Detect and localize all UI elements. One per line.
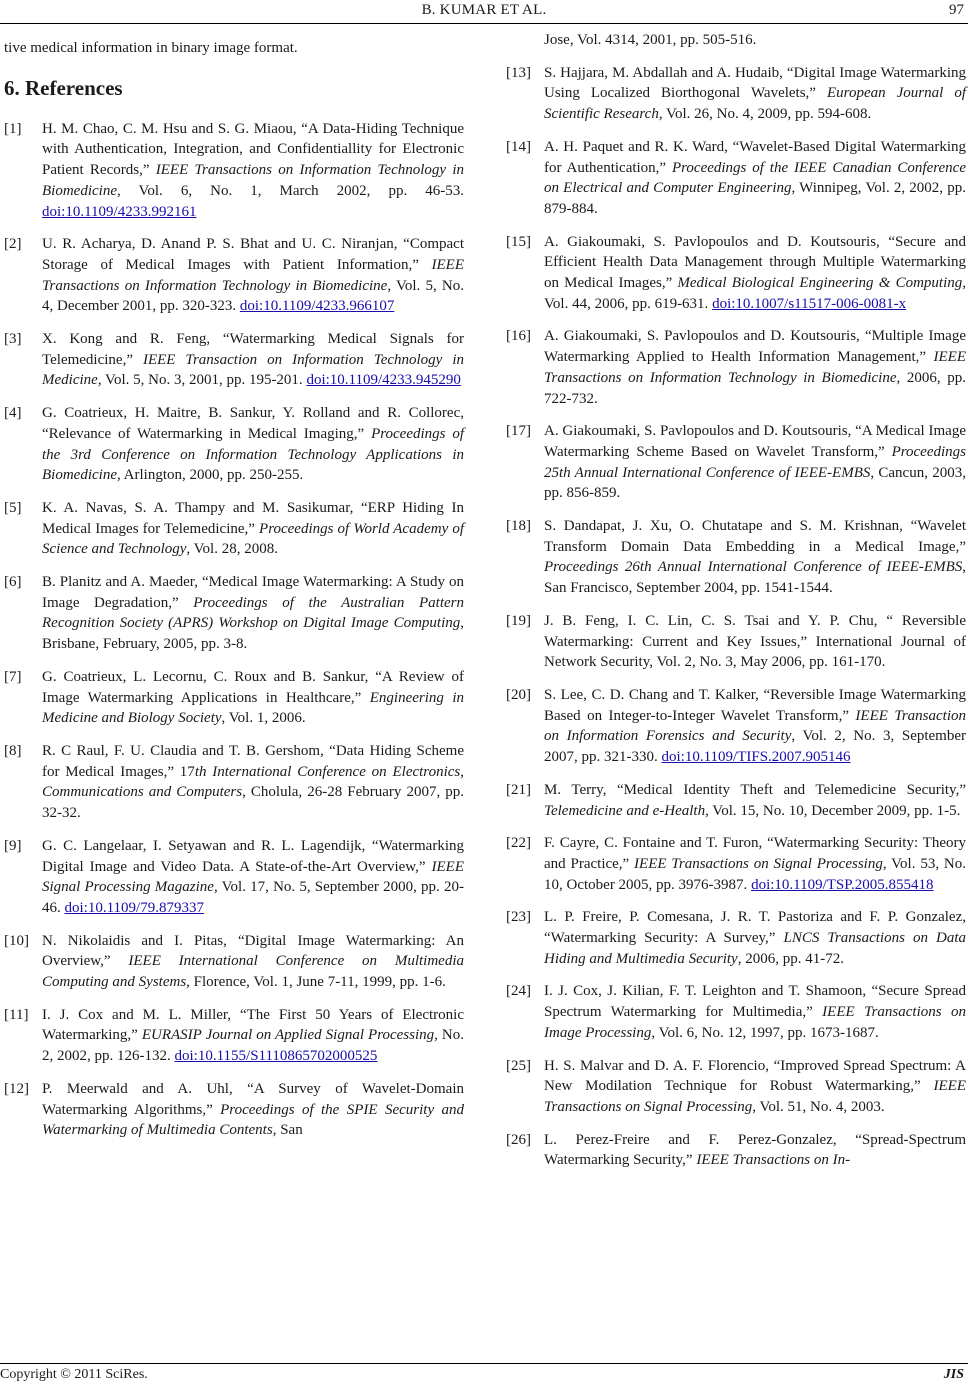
reference-text: [42, 234, 464, 317]
reference-number: [12]: [4, 1080, 29, 1097]
reference-authors-title: H. M. Chao, C. M. Hsu and S. G. Miaou, “A Data-Hiding Technique with Authentication, Integration, and Confidentiallity for Electronic Patient Records,”: [42, 120, 464, 179]
reference-item: [506, 63, 966, 125]
reference-authors-title: L. P. Freire, P. Comesana, J. R. T. Pastoriza and F. P. Gonzalez, “Watermarking Security: A Survey,”: [544, 909, 966, 947]
reference-authors-title: S. Lee, C. D. Chang and T. Kalker, “Reversible Image Watermarking Based on Integer-to-Integer Wavelet Transform,”: [544, 686, 966, 724]
reference-text: [42, 572, 464, 655]
doi-link[interactable]: doi:10.1109/TIFS.2007.905146: [661, 749, 851, 766]
reference-venue: Proceedings 25th Annual International Conference of IEEE-EMBS: [544, 443, 966, 481]
reference-details: , 2006, pp. 722-732.: [544, 369, 966, 407]
footer-rule: [0, 1363, 968, 1364]
reference-venue: Engineering in Medicine and Biology Society: [42, 689, 465, 727]
reference-venue: Proceedings of World Academy of Science and Technology: [42, 520, 464, 558]
reference-text: [544, 516, 966, 599]
reference-item: [506, 1130, 966, 1171]
reference-authors-title: X. Kong and R. Feng, “Watermarking Medical Signals for Telemedicine,”: [42, 331, 464, 368]
reference-authors-title: H. S. Malvar and D. A. F. Florencio, “Improved Spread Spectrum: A New Modilation Technique for Robust Watermarking,”: [544, 1057, 966, 1095]
reference-authors-title: L. Perez-Freire and F. Perez-Gonzalez, “Spread-Spectrum Watermarking Security,”: [544, 1131, 966, 1169]
reference-details: , Vol. 53, No. 10, October 2005, pp. 3976-3987.: [544, 855, 966, 893]
reference-item: [506, 326, 966, 409]
reference-venue: IEEE Signal Processing Magazine: [42, 858, 464, 896]
reference-item: [4, 119, 464, 223]
reference-details: , Florence, Vol. 1, June 7-11, 1999, pp. 1-6.: [186, 974, 446, 991]
page-header: [0, 0, 968, 24]
reference-item: [506, 833, 966, 895]
reference-authors-title: P. Meerwald and A. Uhl, “A Survey of Wavelet-Domain Watermarking Algorithms,”: [42, 1080, 464, 1118]
reference-item: [4, 498, 464, 560]
reference-text: [544, 981, 966, 1043]
reference-details: , No. 2, 2002, pp. 126-132.: [42, 1027, 464, 1065]
reference-venue: LNCS Transactions on Data Hiding and Multimedia Security: [544, 930, 967, 967]
reference-venue: IEEE International Conference on Multimedia Computing and Systems: [42, 953, 464, 991]
reference-details: , Vol. 51, No. 4, 2003.: [752, 1098, 885, 1115]
reference-number: [11]: [4, 1006, 29, 1023]
reference-details: , San: [272, 1122, 303, 1139]
reference-text: [544, 326, 966, 409]
reference-details: , Vol. 28, 2008.: [186, 541, 278, 558]
reference-text: [544, 611, 966, 673]
reference-number: [26]: [506, 1131, 531, 1148]
reference-item: [506, 907, 966, 969]
reference-authors-title: A. Giakoumaki, S. Pavlopoulos and D. Koutsouris, “Multiple Image Watermarking Applied to Health Information Management,”: [544, 328, 966, 366]
reference-authors-title: B. Planitz and A. Maeder, “Medical Image Watermarking: A Study on Image Degradation,”: [42, 574, 464, 611]
reference-authors-title: S. Dandapat, J. Xu, O. Chutatape and S. M. Krishnan, “Wavelet Transform Domain Data Embedding in a Medical Image,”: [544, 518, 966, 555]
doi-link[interactable]: doi:10.1109/4233.945290: [306, 372, 461, 389]
reference-number: [13]: [506, 64, 531, 81]
reference-text: [544, 833, 966, 895]
reference-item: [506, 516, 966, 599]
reference-venue: IEEE Transactions on Information Technology in Biomedicine: [544, 349, 966, 386]
reference-number: [15]: [506, 233, 531, 250]
reference-authors-title: G. C. Langelaar, I. Setyawan and R. L. Lagendijk, “Watermarking Digital Image and Video Data. A State-of-the-Art Overview,”: [42, 837, 464, 875]
reference-venue: IEEE Transactions on Information Technology in Biomedicine: [42, 162, 464, 199]
reference-details: , Cancun, 2003, pp. 856-859.: [544, 464, 966, 502]
reference-venue: IEEE Transactions on Signal Processing: [634, 855, 883, 872]
reference-number: [19]: [506, 612, 531, 629]
header-rule: [0, 23, 968, 24]
reference-authors-title: K. A. Navas, S. A. Thampy and M. Sasikumar, “ERP Hiding In Medical Images for Telemedicine,”: [42, 499, 464, 537]
reference-number: [20]: [506, 686, 531, 703]
reference-text: [544, 780, 966, 821]
reference-venue: Medical Biological Engineering & Computing: [677, 275, 963, 292]
reference-details: , Brisbane, February, 2005, pp. 3-8.: [42, 615, 464, 653]
reference-venue: Proceedings of the SPIE Security and Watermarking of Multimedia Contents: [42, 1101, 464, 1139]
reference-item: [4, 1079, 464, 1141]
reference-item: [506, 685, 966, 768]
reference-venue: IEEE Transactions on Information Technology in Biomedicine: [42, 256, 464, 294]
page-number: 97: [949, 2, 964, 18]
reference-details: , Vol. 6, No. 12, 1997, pp. 1673-1687.: [651, 1024, 879, 1041]
reference-authors-title: I. J. Cox and M. L. Miller, “The First 50 Years of Electronic Watermarking,”: [42, 1006, 464, 1044]
reference-continuation: Jose, Vol. 4314, 2001, pp. 505-516.: [544, 32, 757, 48]
reference-text: [544, 1056, 966, 1118]
reference-text: [42, 931, 464, 993]
reference-text: [42, 403, 464, 486]
reference-item: [4, 836, 464, 919]
reference-number: [3]: [4, 331, 22, 348]
section-heading: 6. References: [4, 75, 123, 100]
reference-item: [4, 403, 464, 486]
reference-text: [42, 741, 464, 824]
reference-text: [544, 421, 966, 504]
reference-text: [42, 1079, 464, 1141]
doi-link[interactable]: doi:10.1155/S1110865702000525: [174, 1048, 378, 1065]
reference-venue: IEEE Transactions on In-: [696, 1152, 851, 1169]
reference-number: [1]: [4, 120, 22, 137]
right-column: [506, 30, 966, 1183]
doi-link[interactable]: doi:10.1109/4233.966107: [239, 298, 395, 315]
running-head-author: B. KUMAR ET AL.: [421, 2, 547, 18]
reference-item: [4, 1005, 464, 1067]
reference-authors-title: U. R. Acharya, D. Anand P. S. Bhat and U. C. Niranjan, “Compact Storage of Medical Images with Patient Information,”: [42, 236, 464, 273]
reference-item: [506, 232, 966, 315]
reference-text: [544, 907, 966, 969]
reference-details: , Vol. 17, No. 5, September 2000, pp. 20-46.: [42, 879, 464, 916]
footer-journal: JIS: [943, 1367, 964, 1382]
reference-authors-title: F. Cayre, C. Fontaine and T. Furon, “Watermarking Security: Theory and Practice,”: [544, 835, 966, 872]
reference-number: [5]: [4, 499, 22, 516]
reference-authors-title: A. H. Paquet and R. K. Ward, “Wavelet-Based Digital Watermarking for Authentication,”: [544, 138, 966, 176]
reference-number: [16]: [506, 328, 531, 345]
reference-authors-title: M. Terry, “Medical Identity Theft and Telemedicine Security,”: [544, 781, 966, 798]
reference-text: [544, 63, 966, 125]
doi-link[interactable]: doi:10.1007/s11517-006-0081-x: [712, 295, 907, 312]
reference-venue: Proceedings of the IEEE Canadian Conference on Electrical and Computer Engineering: [544, 159, 966, 197]
reference-item: [4, 572, 464, 655]
reference-number: [4]: [4, 405, 22, 422]
reference-text: [42, 1005, 464, 1067]
reference-venue: IEEE Transaction on Information Forensics and Security: [544, 707, 966, 745]
reference-item: [4, 329, 464, 391]
reference-venue: Proceedings 26th Annual International Conference of IEEE-EMBS: [544, 559, 963, 576]
reference-details: , Vol. 5, No. 4, December 2001, pp. 320-323.: [42, 277, 464, 315]
reference-item: [4, 931, 464, 993]
reference-text: [42, 498, 464, 560]
reference-details: , Winnipeg, Vol. 2, 2002, pp. 879-884.: [544, 180, 966, 217]
reference-authors-title: J. B. Feng, I. C. Lin, C. S. Tsai and Y. P. Chu, “ Reversible Watermarking: Current and Key Issues,” International Journal of Network Security, Vol. 2, No. 3, May 2006, pp. 161-170.: [544, 612, 966, 671]
reference-text: [42, 667, 464, 729]
reference-details: , Vol. 1, 2006.: [221, 710, 306, 727]
reference-authors-title: A. Giakoumaki, S. Pavlopoulos and D. Koutsouris, “A Medical Image Watermarking Scheme Based on Wavelet Transform,”: [544, 423, 966, 460]
reference-item: [506, 780, 966, 821]
reference-venue: Telemedicine and e-Health: [544, 802, 706, 819]
reference-text: [42, 836, 464, 919]
reference-number: [25]: [506, 1057, 531, 1074]
reference-venue: Proceedings of the Australian Pattern Recognition Society (APRS) Workshop on Digital Image Computing: [42, 594, 464, 632]
reference-details: , Cholula, 26-28 February 2007, pp. 32-32.: [42, 784, 464, 822]
reference-authors-title: A. Giakoumaki, S. Pavlopoulos and D. Koutsouris, “Secure and Efficient Health Data Management through Multiple Watermarking on Medical Images,”: [544, 233, 966, 292]
reference-details: , Vol. 44, 2006, pp. 619-631.: [544, 275, 966, 312]
reference-number: [6]: [4, 574, 22, 591]
doi-link[interactable]: doi:10.1109/79.879337: [64, 899, 204, 916]
reference-authors-title: N. Nikolaidis and I. Pitas, “Digital Image Watermarking: An Overview,”: [42, 932, 464, 970]
reference-details: , Vol. 26, No. 4, 2009, pp. 594-608.: [658, 106, 872, 123]
reference-authors-title: S. Hajjara, M. Abdallah and A. Hudaib, “Digital Image Watermarking Using Localized Biorthogonal Wavelets,”: [544, 64, 966, 102]
reference-item: [4, 234, 464, 317]
reference-authors-title: G. Coatrieux, L. Lecornu, C. Roux and B. Sankur, “A Review of Image Watermarking Applications in Healthcare,”: [42, 668, 464, 706]
reference-number: [10]: [4, 932, 29, 949]
reference-number: [2]: [4, 236, 22, 253]
reference-number: [17]: [506, 423, 531, 440]
reference-details: , Arlington, 2000, pp. 250-255.: [116, 467, 304, 484]
doi-link[interactable]: doi:10.1109/4233.992161: [42, 203, 197, 220]
reference-item: [4, 667, 464, 729]
doi-link[interactable]: doi:10.1109/TSP.2005.855418: [751, 876, 934, 893]
reference-item: [506, 1056, 966, 1118]
reference-number: [9]: [4, 837, 22, 854]
reference-number: [14]: [506, 138, 531, 155]
reference-details: , San Francisco, September 2004, pp. 1541-1544.: [544, 559, 966, 597]
reference-venue: Proceedings of the 3rd Conference on Information Technology Applications in Biomedicine: [42, 425, 464, 484]
reference-text: [42, 329, 464, 391]
footer-copyright: Copyright © 2011 SciRes.: [0, 1367, 148, 1382]
reference-details: , 2006, pp. 41-72.: [737, 950, 844, 967]
reference-venue: EURASIP Journal on Applied Signal Processing: [141, 1027, 435, 1044]
left-column: [4, 38, 464, 1153]
reference-number: [21]: [506, 781, 531, 798]
reference-authors-title: G. Coatrieux, H. Maitre, B. Sankur, Y. Rolland and R. Collorec, “Relevance of Watermarking in Medical Imaging,”: [42, 405, 464, 442]
reference-venue: IEEE Transactions on Image Processing: [544, 1004, 966, 1041]
reference-details: , Vol. 5, No. 3, 2001, pp. 195-201.: [97, 372, 307, 389]
reference-text: [544, 232, 966, 315]
reference-text: [544, 685, 966, 768]
reference-item: [4, 741, 464, 824]
reference-number: [23]: [506, 909, 531, 926]
reference-item: [506, 981, 966, 1043]
reference-venue: IEEE Transaction on Information Technology in Medicine: [42, 351, 464, 389]
reference-number: [8]: [4, 742, 22, 759]
reference-list-right: [506, 63, 966, 1171]
reference-list-left: [4, 119, 464, 1141]
reference-item: [506, 421, 966, 504]
reference-authors-title: R. C Raul, F. U. Claudia and T. B. Gershom, “Data Hiding Scheme for Medical Images,” 17: [42, 742, 464, 780]
reference-number: [18]: [506, 518, 531, 535]
reference-number: [7]: [4, 668, 22, 685]
reference-authors-title: I. J. Cox, J. Kilian, F. T. Leighton and T. Shamoon, “Secure Spread Spectrum Watermarking for Multimedia,”: [544, 983, 966, 1021]
reference-item: [506, 137, 966, 220]
intro-text: tive medical information in binary image format.: [4, 40, 298, 56]
reference-text: [544, 137, 966, 220]
reference-number: [24]: [506, 983, 531, 1000]
reference-details: , Vol. 2, No. 3, September 2007, pp. 321-330.: [544, 728, 966, 766]
reference-venue: European Journal of Scientific Research: [544, 85, 966, 123]
reference-number: [22]: [506, 835, 531, 852]
reference-details: , Vol. 6, No. 1, March 2002, pp. 46-53.: [116, 182, 464, 199]
reference-text: [42, 119, 464, 223]
reference-details: , Vol. 15, No. 10, December 2009, pp. 1-5.: [705, 802, 961, 819]
reference-venue: IEEE Transactions on Signal Processing: [544, 1078, 966, 1115]
reference-text: [544, 1130, 966, 1171]
reference-item: [506, 611, 966, 673]
reference-venue: th International Conference on Electronics, Communications and Computers: [42, 763, 464, 801]
